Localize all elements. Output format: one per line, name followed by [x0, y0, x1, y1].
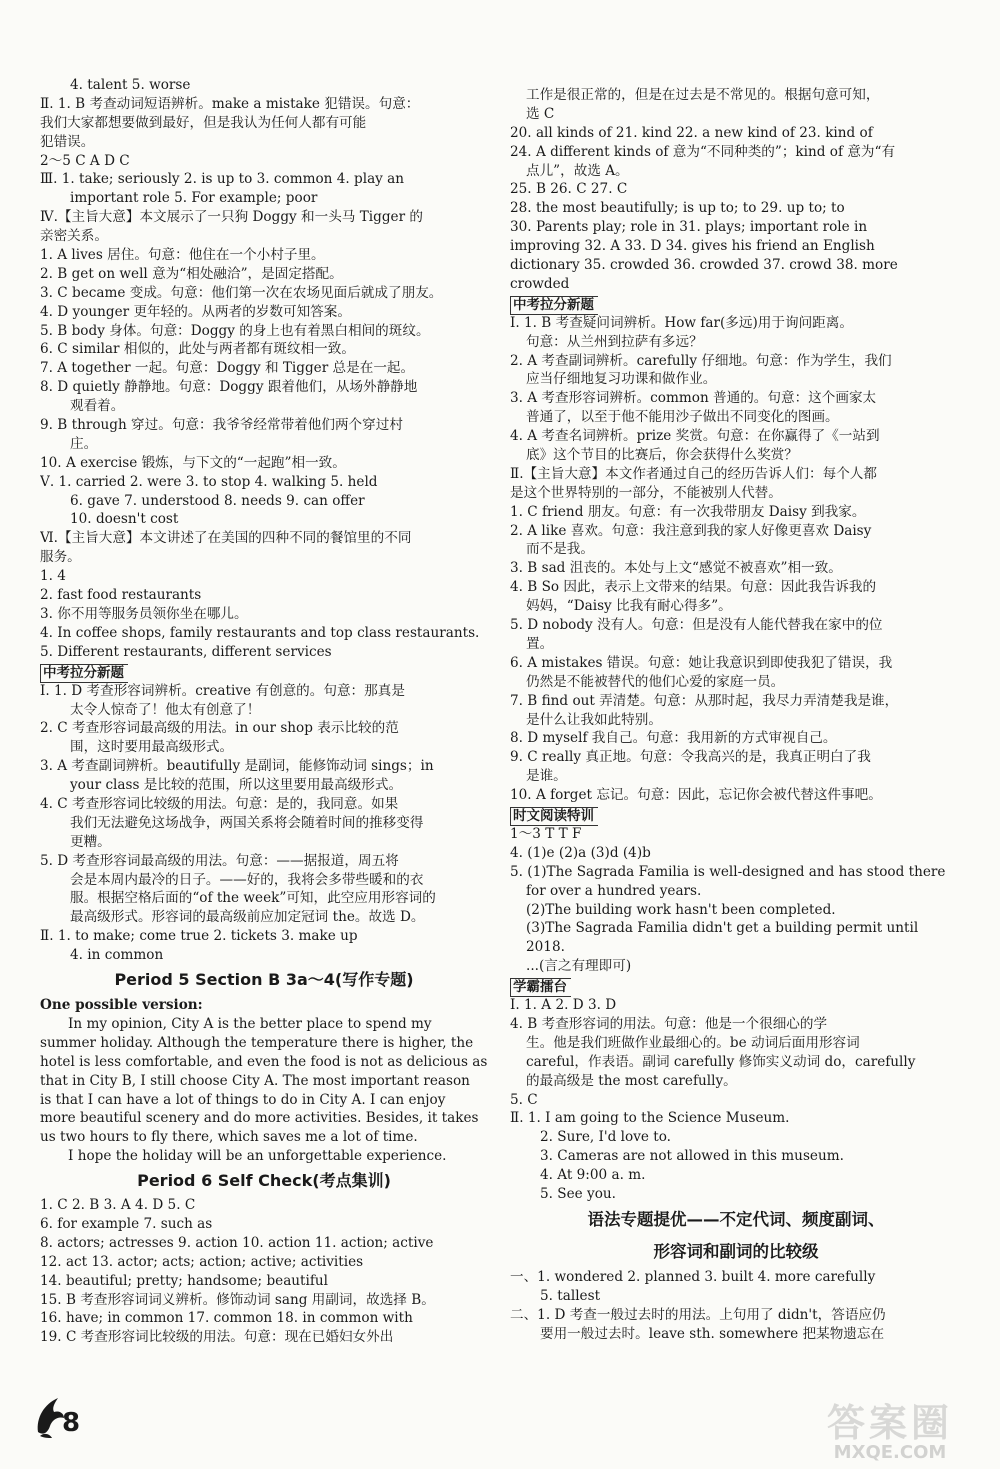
answer-line: Ⅰ. 1. B 考查疑问词辨析。How far(多远)用于询问距离。: [510, 314, 853, 331]
answer-line: 妈妈，“Daisy 比我有耐心得多”。: [526, 598, 732, 615]
answer-line: Ⅳ.【主旨大意】本文展示了一只狗 Doggy 和一头马 Tigger 的: [40, 209, 423, 226]
answer-line: 4. In coffee shops, family restaurants and top class restaurants.: [40, 624, 480, 641]
answer-line: 30. Parents play; role in 31. plays; important role in: [510, 219, 868, 236]
answer-line: 4. C 考查形容词比较级的用法。句意：是的，我同意。如果: [40, 795, 399, 812]
sample-essay-label: One possible version:: [40, 996, 203, 1013]
answer-line: 5. See you.: [540, 1185, 616, 1202]
answer-line: 普通了，以至于他不能用沙子做出不同变化的图画。: [526, 409, 839, 426]
answer-line: 更糟。: [70, 833, 111, 850]
answer-line: 14. beautiful; pretty; handsome; beautiful: [40, 1272, 329, 1289]
answer-line: 5. (1)The Sagrada Familia is well-designed and has stood there: [510, 863, 946, 880]
answer-line: 3. A 考查形容词辨析。common 普通的。句意：这个画家太: [510, 390, 877, 407]
answer-line: Ⅱ.【主旨大意】本文作者通过自己的经历告诉人们：每个人都: [510, 465, 877, 482]
section-heading: Period 5 Section B 3a～4(写作专题): [114, 969, 414, 989]
answer-line: 8. D myself 我自己。句意：我用新的方式审视自己。: [510, 730, 837, 747]
answer-line: 3. 你不用等服务员领你坐在哪儿。: [40, 605, 248, 622]
answer-line: 4. B So 因此，表示上文带来的结果。句意：因此我告诉我的: [510, 579, 877, 596]
answer-line: 16. have; in common 17. common 18. in common with: [40, 1310, 413, 1327]
answer-line: Ⅵ.【主旨大意】本文讲述了在美国的四种不同的餐馆里的不同: [40, 530, 412, 547]
answer-line: your class 是比较的范围，所以这里要用最高级形式。: [70, 777, 403, 794]
section-label-text: 中考拉分新题: [40, 664, 128, 683]
answer-line: 3. B sad 沮丧的。本处与上文“感觉不被喜欢”相一致。: [510, 560, 842, 577]
grammar-heading: 形容词和副词的比较级: [653, 1241, 819, 1261]
left-column: [40, 76, 488, 1347]
answer-line: 24. A different kinds of 意为“不同种类的”；kind of 意为“有: [510, 143, 896, 160]
answer-line: summer holiday. Although the temperature there is higher, the: [40, 1034, 474, 1051]
answer-line: 1. C friend 朋友。句意：有一次我带朋友 Daisy 到我家。: [510, 503, 866, 520]
answer-line: 4. B 考查形容词的用法。句意：他是一个很细心的学: [510, 1015, 828, 1032]
answer-line: 点儿”，故选 A。: [526, 162, 629, 179]
answer-line: 4. D younger 更年轻的。从两者的岁数可知答案。: [40, 303, 351, 320]
answer-line: 选 C: [526, 105, 555, 122]
answer-line: Ⅱ. 1. B 考查动词短语辨析。make a mistake 犯错误。句意：: [40, 95, 420, 112]
answer-line: 而不是我。: [526, 541, 594, 558]
answer-line: 5. D 考查形容词最高级的用法。句意：——据报道，周五将: [40, 852, 399, 869]
answer-line: important role 5. For example; poor: [70, 190, 318, 207]
grammar-heading: 语法专题提优——不定代词、频度副词、: [587, 1209, 885, 1229]
answer-line: 生。他是我们班做作业最细心的。be 动词后面用形容词: [526, 1034, 860, 1051]
section-label: [40, 662, 488, 682]
answer-line: 应当仔细地复习功课和做作业。: [526, 371, 717, 388]
answer-line: 2. A 考查副词辨析。carefully 仔细地。句意：作为学生，我们: [510, 352, 892, 369]
answer-line: 犯错误。: [40, 133, 95, 150]
answer-line: 5. D nobody 没有人。句意：但是没有人能代替我在家中的位: [510, 617, 883, 634]
answer-line: 观看着。: [70, 398, 125, 415]
answer-line: 10. A forget 忘记。句意：因此，忘记你会被代替这件事吧。: [510, 787, 882, 804]
answer-line: 亲密关系。: [40, 228, 108, 245]
answer-line: 6. for example 7. such as: [40, 1215, 213, 1232]
answer-line: 1. 4: [40, 568, 66, 585]
section-label: [510, 976, 962, 996]
answer-line: 服。根据空格后面的“of the week”可知，此空应用形容词的: [70, 890, 436, 907]
answer-line: 仍然是不能被替代的他们心爱的家庭一员。: [526, 673, 785, 690]
answer-line: (3)The Sagrada Familia didn't get a building permit until: [526, 920, 919, 937]
answer-line: 2～5 C A D C: [40, 152, 130, 169]
answer-line: In my opinion, City A is the better place to spend my: [68, 1015, 432, 1032]
answer-line: 15. B 考查形容词词义辨析。修饰动词 sang 用副词，故选择 B。: [40, 1291, 435, 1308]
answer-line: 8. actors; actresses 9. action 10. action 11. action; active: [40, 1234, 434, 1251]
answer-line: 7. B find out 弄清楚。句意：从那时起，我尽力弄清楚我是谁，: [510, 692, 899, 709]
answer-line: 是这个世界特别的一部分，不能被别人代替。: [510, 484, 782, 501]
section-label: [510, 294, 962, 314]
answer-line: dictionary 35. crowded 36. crowded 37. crowd 38. more: [510, 257, 898, 274]
answer-line: more beautiful scenery and do more activities. Besides, it takes: [40, 1110, 479, 1127]
answer-line: 是谁。: [526, 768, 567, 785]
answer-line: 9. B through 穿过。句意：我爷爷经常带着他们两个穿过村: [40, 417, 403, 434]
answer-line: 5. tallest: [540, 1287, 601, 1304]
answer-line: 10. doesn't cost: [70, 511, 179, 528]
answer-line: 2. B get on well 意为“相处融洽”，是固定搭配。: [40, 265, 343, 282]
answer-line: 19. C 考查形容词比较级的用法。句意：现在已婚妇女外出: [40, 1329, 394, 1346]
answer-line: 1. C 2. B 3. A 4. D 5. C: [40, 1197, 196, 1214]
answer-line: I hope the holiday will be an unforgettable experience.: [68, 1148, 447, 1165]
page-number: 8: [62, 1408, 81, 1438]
answer-line: 的最高级是 the most carefully。: [526, 1072, 737, 1089]
answer-line: 25. B 26. C 27. C: [510, 181, 628, 198]
answer-line: 4. talent 5. worse: [70, 77, 191, 93]
answer-line: 要用一般过去时。leave sth. somewhere 把某物遗忘在: [540, 1325, 885, 1342]
answer-line: 1. A lives 居住。句意：他住在一个小村子里。: [40, 247, 325, 264]
answer-line: 4. At 9:00 a. m.: [540, 1167, 646, 1184]
watermark-text: 答案圈: [826, 1401, 953, 1445]
answer-line: 工作是很正常的，但是在过去是不常见的。根据句意可知，: [526, 87, 880, 103]
answer-line: that in City B, I still choose City A. The most important reason: [40, 1072, 470, 1089]
answer-line: 庄。: [70, 435, 98, 452]
answer-line: 6. A mistakes 错误。句意：她让我意识到即使我犯了错误，我: [510, 654, 893, 671]
answer-line: ...(言之有理即可): [526, 958, 632, 975]
answer-line: is that I can have a lot of things to do in City A. I can enjoy: [40, 1091, 446, 1108]
answer-line: 我们大家都想要做到最好，但是我认为任何人都有可能: [40, 114, 367, 131]
answer-line: Ⅴ. 1. carried 2. were 3. to stop 4. walking 5. held: [40, 473, 378, 490]
answer-line: 二、1. D 考查一般过去时的用法。上句用了 didn't，答语应仍: [510, 1306, 886, 1323]
section-label-text: 时文阅读特训: [510, 807, 598, 826]
answer-line: 3. C became 变成。句意：他们第一次在农场见面后就成了朋友。: [40, 284, 443, 301]
answer-line: 5. B body 身体。句意：Doggy 的身上也有着黑白相间的斑纹。: [40, 322, 430, 339]
answer-line: Ⅱ. 1. to make; come true 2. tickets 3. make up: [40, 928, 358, 945]
answer-line: 10. A exercise 锻炼，与下文的“一起跑”相一致。: [40, 454, 346, 471]
answer-line: 围，这时要用最高级形式。: [70, 739, 234, 756]
answer-line: 句意：从兰州到拉萨有多远？: [526, 333, 703, 350]
answer-line: 3. A 考查副词辨析。beautifully 是副词，能修饰动词 sings；in: [40, 758, 434, 775]
answer-line: crowded: [510, 275, 570, 292]
answer-line: 服务。: [40, 549, 81, 566]
answer-line: 2018.: [526, 939, 565, 956]
answer-line: 4. (1)e (2)a (3)d (4)b: [510, 844, 651, 861]
answer-line: 3. Cameras are not allowed in this museum.: [540, 1148, 844, 1165]
answer-line: 最高级形式。形容词的最高级前应加定冠词 the。故选 D。: [70, 909, 425, 926]
answer-line: 我们无法避免这场战争，两国关系将会随着时间的推移变得: [70, 814, 424, 831]
answer-line: careful，作表语。副词 carefully 修饰实义动词 do，carefully: [526, 1053, 916, 1070]
answer-line: 1～3 T T F: [510, 825, 582, 842]
watermark-url: MXQE.COM: [833, 1442, 947, 1463]
answer-line: 一、1. wondered 2. planned 3. built 4. more carefully: [510, 1268, 876, 1285]
answer-line: 4. in common: [70, 947, 164, 964]
answer-line: for over a hundred years.: [526, 882, 702, 899]
answer-line: us two hours to fly there, which saves me a lot of time.: [40, 1129, 418, 1146]
answer-line: Ⅲ. 1. take; seriously 2. is up to 3. common 4. play an: [40, 171, 405, 188]
watermark: [790, 1392, 990, 1464]
answer-line: Ⅱ. 1. I am going to the Science Museum.: [510, 1110, 790, 1127]
answer-line: 会是本周内最冷的日子。——好的，我将会多带些暖和的衣: [70, 871, 424, 888]
right-column: [510, 86, 962, 1343]
answer-line: 5. Different restaurants, different services: [40, 643, 332, 660]
answer-line: improving 32. A 33. D 34. gives his friend an English: [510, 238, 875, 255]
answer-line: 2. A like 喜欢。句意：我注意到我的家人好像更喜欢 Daisy: [510, 522, 872, 539]
answer-line: Ⅰ. 1. D 考查形容词辨析。creative 有创意的。句意：那真是: [40, 682, 405, 699]
answer-line: 2. fast food restaurants: [40, 587, 202, 604]
answer-line: Ⅰ. 1. A 2. D 3. D: [510, 997, 617, 1014]
answer-line: 2. Sure, I'd love to.: [540, 1129, 671, 1146]
answer-line: 7. A together 一起。句意：Doggy 和 Tigger 总是在一起。: [40, 360, 415, 377]
answer-line: 9. C really 真正地。句意：令我高兴的是，我真正明白了我: [510, 749, 871, 766]
answer-line: 5. C: [510, 1091, 538, 1108]
section-label-text: 学霸擂台: [510, 978, 571, 997]
answer-line: 6. C similar 相似的，此处与两者都有斑纹相一致。: [40, 341, 355, 358]
answer-line: 2. C 考查形容词最高级的用法。in our shop 表示比较的范: [40, 720, 399, 737]
section-heading: Period 6 Self Check(考点集训): [137, 1171, 391, 1191]
answer-line: (2)The building work hasn't been completed.: [526, 901, 836, 918]
answer-line: 是什么让我如此特别。: [526, 711, 662, 728]
answer-line: 12. act 13. actor; acts; action; active; activities: [40, 1253, 364, 1270]
answer-line: 置。: [526, 635, 554, 652]
answer-line: 6. gave 7. understood 8. needs 9. can offer: [70, 492, 365, 509]
answer-line: 28. the most beautifully; is up to; to 29. up to; to: [510, 200, 845, 217]
answer-line: 4. A 考查名词辨析。prize 奖赏。句意：在你赢得了《一站到: [510, 428, 880, 445]
answer-line: 底》这个节目的比赛后，你会获得什么奖赏？: [526, 447, 798, 464]
section-label-text: 中考拉分新题: [510, 296, 598, 315]
answer-line: 20. all kinds of 21. kind 22. a new kind of 23. kind of: [510, 124, 873, 141]
answer-line: 太令人惊奇了！他太有创意了！: [70, 701, 261, 718]
answer-line: 8. D quietly 静静地。句意：Doggy 跟着他们，从场外静静地: [40, 379, 418, 396]
section-label: [510, 805, 962, 825]
answer-line: hotel is less comfortable, and even the food is not as delicious as: [40, 1053, 488, 1070]
